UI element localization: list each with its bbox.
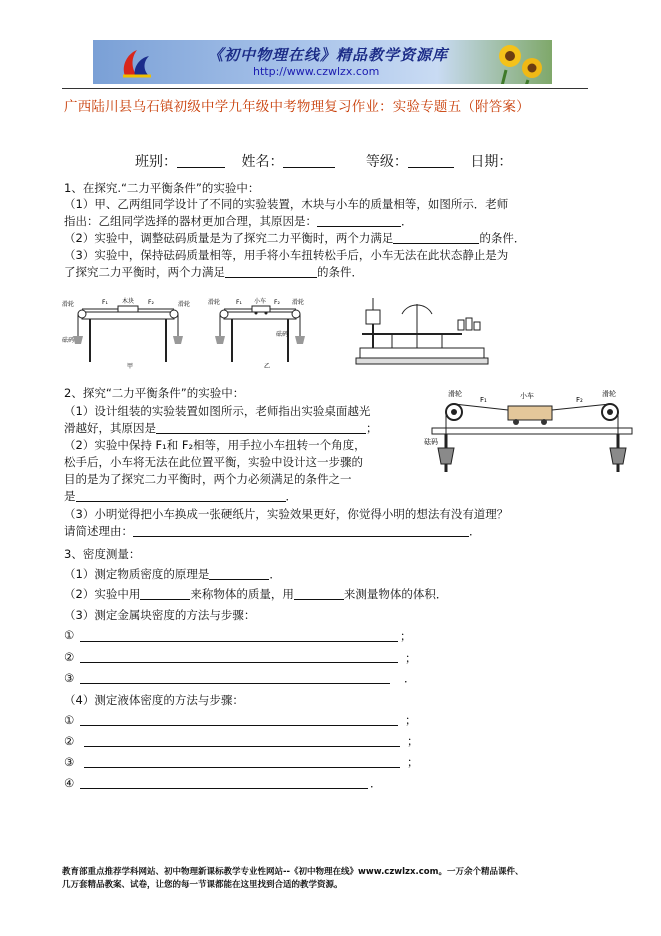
figure-yi-apparatus	[208, 292, 312, 370]
yi-pulley-label-right: 滑轮	[292, 299, 305, 306]
jia-pulley-label-right: 滑轮	[178, 301, 191, 308]
metal-step-2-end: ；	[405, 651, 417, 665]
page-title: 广西陆川县乌石镇初级中学九年级中考物理复习作业：实验专题五（附答案）	[64, 99, 530, 115]
q3-p3-heading: （3）测定金属块密度的方法与步骤：	[64, 608, 256, 622]
liquid-step-2-label: ②	[64, 734, 75, 748]
q1-answer-blank-1[interactable]	[317, 215, 401, 227]
liquid-step-1-label: ①	[64, 713, 75, 727]
q2-p2-line3: 目的是为了探究二力平衡时，两个力必须满足的条件之一	[64, 472, 352, 486]
q1-p3-line1: （3）实验中，保持砝码质量相等，用手将小车扭转松手后，小车无法在此状态静止是为	[64, 248, 509, 262]
yi-pulley-label-left: 滑轮	[208, 299, 221, 306]
liquid-step-3-label: ③	[64, 755, 75, 769]
q1-stem: 1、在探究.“二力平衡条件”的实验中：	[64, 181, 260, 195]
header-banner	[93, 40, 552, 84]
q2-p2-line2: 松手后，小车将无法在此位置平衡，实验中设计这一步骤的	[64, 455, 363, 469]
q3-mass-tool-blank[interactable]	[140, 588, 190, 600]
q2-answer-blank-3[interactable]	[133, 525, 469, 537]
liquid-step-4-end: ．	[370, 776, 382, 790]
liquid-step-4-label: ④	[64, 776, 75, 790]
q3-p1: （1）测定物质密度的原理是 ．	[64, 567, 281, 581]
banner-title: 《初中物理在线》精品教学资源库	[208, 46, 449, 64]
metal-step-2-line[interactable]	[80, 662, 398, 663]
jia-caption: 甲	[127, 363, 134, 370]
yi-caption: 乙	[264, 363, 271, 370]
q2-stem: 2、探究“二力平衡条件”的实验中：	[64, 386, 245, 400]
q3-p2: （2）实验中用 来称物体的质量，用 来测量物体的体积．	[64, 587, 448, 601]
header-rule	[62, 88, 588, 89]
metal-step-3-label: ③	[64, 671, 75, 685]
name-field[interactable]	[283, 153, 335, 168]
jia-pulley-label-left: 滑轮	[62, 301, 75, 308]
q1-p1-line2: 指出：乙组同学选择的器材更加合理，其原因是： ．	[64, 214, 413, 228]
metal-step-2-label: ②	[64, 650, 75, 664]
banner-url[interactable]: http://www.czwlzx.com	[253, 65, 380, 78]
metal-step-3-line[interactable]	[80, 683, 390, 684]
q2-pulley-label-right: 滑轮	[602, 390, 616, 398]
q2-p1-line1: （1）设计组装的实验装置如图所示，老师指出实验桌面越光	[64, 404, 371, 418]
name-label: 姓名：	[241, 154, 284, 170]
yi-f1-label: F₁	[236, 299, 242, 306]
q2-answer-blank-1[interactable]	[156, 422, 366, 434]
grade-label: 等级：	[365, 154, 408, 170]
footer-line-2: 几万套精品教案、试卷，让您的每一节课都能在这里找到合适的教学资源。	[62, 880, 343, 890]
liquid-step-3-line[interactable]	[84, 767, 400, 768]
figure-q2-apparatus	[424, 386, 640, 474]
site-logo-icon	[119, 48, 153, 78]
q1-p2: （2）实验中，调整砝码质量是为了探究二力平衡时，两个力满足 的条件．	[64, 231, 526, 245]
yi-weight-label: 砝码	[276, 331, 289, 338]
q2-cart-label: 小车	[520, 392, 534, 400]
q1-answer-blank-2[interactable]	[393, 232, 479, 244]
q2-p3-line1: （3）小明觉得把小车换成一张硬纸片，实验效果更好，你觉得小明的想法有没有道理？	[64, 507, 509, 521]
q2-p2-line4: 是 ．	[64, 489, 297, 503]
figure-jia-apparatus	[60, 292, 196, 370]
jia-weight-label: 砝码	[62, 337, 75, 344]
q1-p1-line1: （1）甲、乙两组同学设计了不同的实验装置，木块与小车的质量相等，如图所示．老师	[64, 197, 509, 211]
q1-p3-line2: 了探究二力平衡时，两个力满足 的条件．	[64, 265, 363, 279]
figure-balance-apparatus	[352, 296, 492, 368]
q2-answer-blank-2[interactable]	[76, 490, 286, 502]
q2-f2-label: F₂	[576, 396, 583, 404]
grade-field[interactable]	[408, 153, 454, 168]
footer-line-1: 教育部重点推荐学科网站、初中物理新课标教学专业性网站--《初中物理在线》www.czwlzx.com。一万余个精品课件、	[62, 867, 524, 877]
jia-block-label: 木块	[122, 298, 135, 305]
q2-weight-label: 砝码	[424, 438, 438, 446]
liquid-step-1-end: ；	[405, 713, 417, 727]
yi-f2-label: F₂	[274, 299, 280, 306]
jia-f1-label: F₁	[102, 299, 108, 306]
q3-principle-blank[interactable]	[209, 568, 269, 580]
student-info-line	[135, 151, 512, 171]
metal-step-3-end: ．	[404, 671, 416, 685]
q2-p1-line2: 滑越好，其原因是 ；	[64, 421, 378, 435]
date-label: 日期：	[470, 154, 513, 170]
q2-p3-line2: 请简述理由： ．	[64, 524, 481, 538]
q3-volume-tool-blank[interactable]	[294, 588, 344, 600]
q2-pulley-label-left: 滑轮	[448, 390, 462, 398]
q2-f1-label: F₁	[480, 396, 487, 404]
metal-step-1-end: ；	[400, 629, 412, 643]
q3-stem: 3、密度测量：	[64, 547, 141, 561]
q2-p2-line1: （2）实验中保持 F₁和 F₂相等，用手拉小车扭转一个角度，	[64, 438, 366, 452]
liquid-step-3-end: ；	[407, 755, 419, 769]
q1-answer-blank-3[interactable]	[225, 266, 317, 278]
sunflower-icon	[492, 42, 544, 84]
class-label: 班别：	[135, 154, 177, 170]
liquid-step-2-line[interactable]	[84, 746, 400, 747]
metal-step-1-line[interactable]	[80, 641, 398, 642]
liquid-step-4-line[interactable]	[80, 788, 368, 789]
liquid-step-1-line[interactable]	[80, 725, 398, 726]
liquid-step-2-end: ；	[407, 734, 419, 748]
q3-p4-heading: （4）测定液体密度的方法与步骤：	[64, 693, 244, 707]
metal-step-1-label: ①	[64, 628, 75, 642]
jia-f2-label: F₂	[148, 299, 154, 306]
yi-cart-label: 小车	[254, 298, 267, 305]
class-field[interactable]	[177, 153, 225, 168]
